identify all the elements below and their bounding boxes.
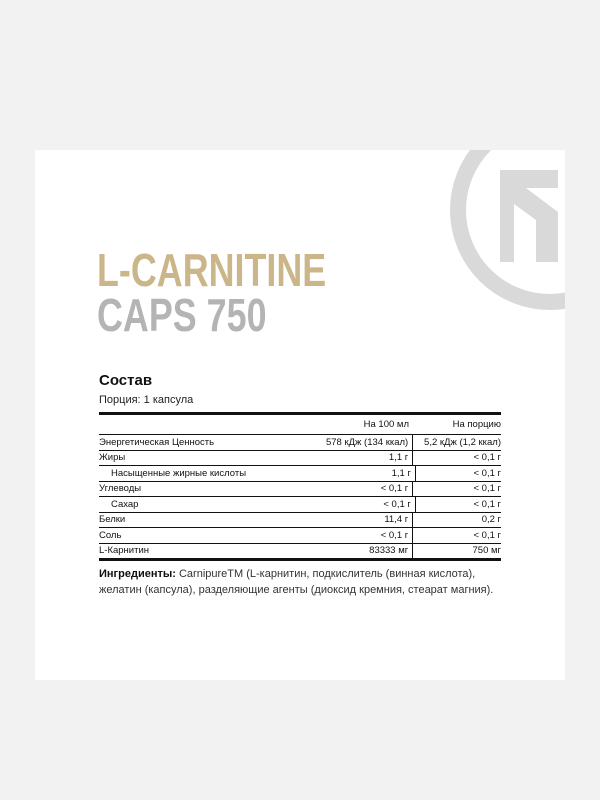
value-per-serving: 750 мг: [412, 544, 501, 559]
value-per100: < 0,1 г: [383, 498, 411, 510]
ingredients-list: CarnipureTM (L-карнитин, подкислитель (винная кислота), желатин (капсула), разделяющие агенты (диоксид кремния, стеарат магния).: [99, 568, 494, 596]
product-card: [35, 150, 565, 680]
value-per100: 1,1 г: [391, 467, 411, 479]
nutrient-name: Белки: [99, 514, 126, 526]
brand-logo-icon: [430, 150, 565, 320]
value-per100: < 0,1 г: [380, 529, 409, 541]
value-per100: 11,4 г: [384, 514, 409, 526]
nutrition-table: [99, 412, 501, 561]
nutrient-name: Углеводы: [99, 483, 142, 495]
value-per100: < 0,1 г: [380, 483, 409, 495]
value-per-serving: < 0,1 г: [415, 466, 501, 481]
column-header-per-serving: На порцию: [452, 419, 501, 430]
table-row: [99, 466, 501, 482]
ingredients-text: [99, 566, 509, 598]
table-row: [99, 528, 501, 544]
serving-size: Порция: 1 капсула: [99, 394, 194, 406]
table-row: [99, 435, 501, 451]
table-row: [99, 513, 501, 529]
table-row: [99, 497, 501, 513]
value-per-serving: < 0,1 г: [412, 482, 501, 497]
nutrient-name: L-Карнитин: [99, 545, 150, 557]
ingredients-label: Ингредиенты:: [99, 568, 176, 580]
value-per100: 578 кДж (134 ккал): [325, 436, 409, 448]
value-per-serving: < 0,1 г: [412, 451, 501, 466]
composition-heading: Состав: [99, 372, 153, 389]
table-header: [99, 415, 501, 435]
nutrient-name: Соль: [99, 529, 122, 541]
value-per-serving: 0,2 г: [412, 513, 501, 528]
value-per100: 1,1 г: [388, 452, 409, 464]
product-title-line1: L-CARNITINE: [97, 244, 327, 296]
product-title-line2: CAPS 750: [97, 289, 267, 341]
nutrient-name: Насыщенные жирные кислоты: [111, 467, 247, 479]
value-per-serving: < 0,1 г: [415, 497, 501, 512]
column-header-per100: На 100 мл: [363, 419, 409, 430]
value-per100: 83333 мг: [369, 545, 409, 557]
value-per-serving: 5,2 кДж (1,2 ккал): [412, 435, 501, 450]
table-row: [99, 544, 501, 562]
nutrient-name: Сахар: [111, 498, 139, 510]
value-per-serving: < 0,1 г: [412, 528, 501, 543]
nutrient-name: Жиры: [99, 452, 126, 464]
table-body: [99, 435, 501, 561]
table-row: [99, 451, 501, 467]
nutrient-name: Энергетическая Ценность: [99, 436, 215, 448]
table-row: [99, 482, 501, 498]
